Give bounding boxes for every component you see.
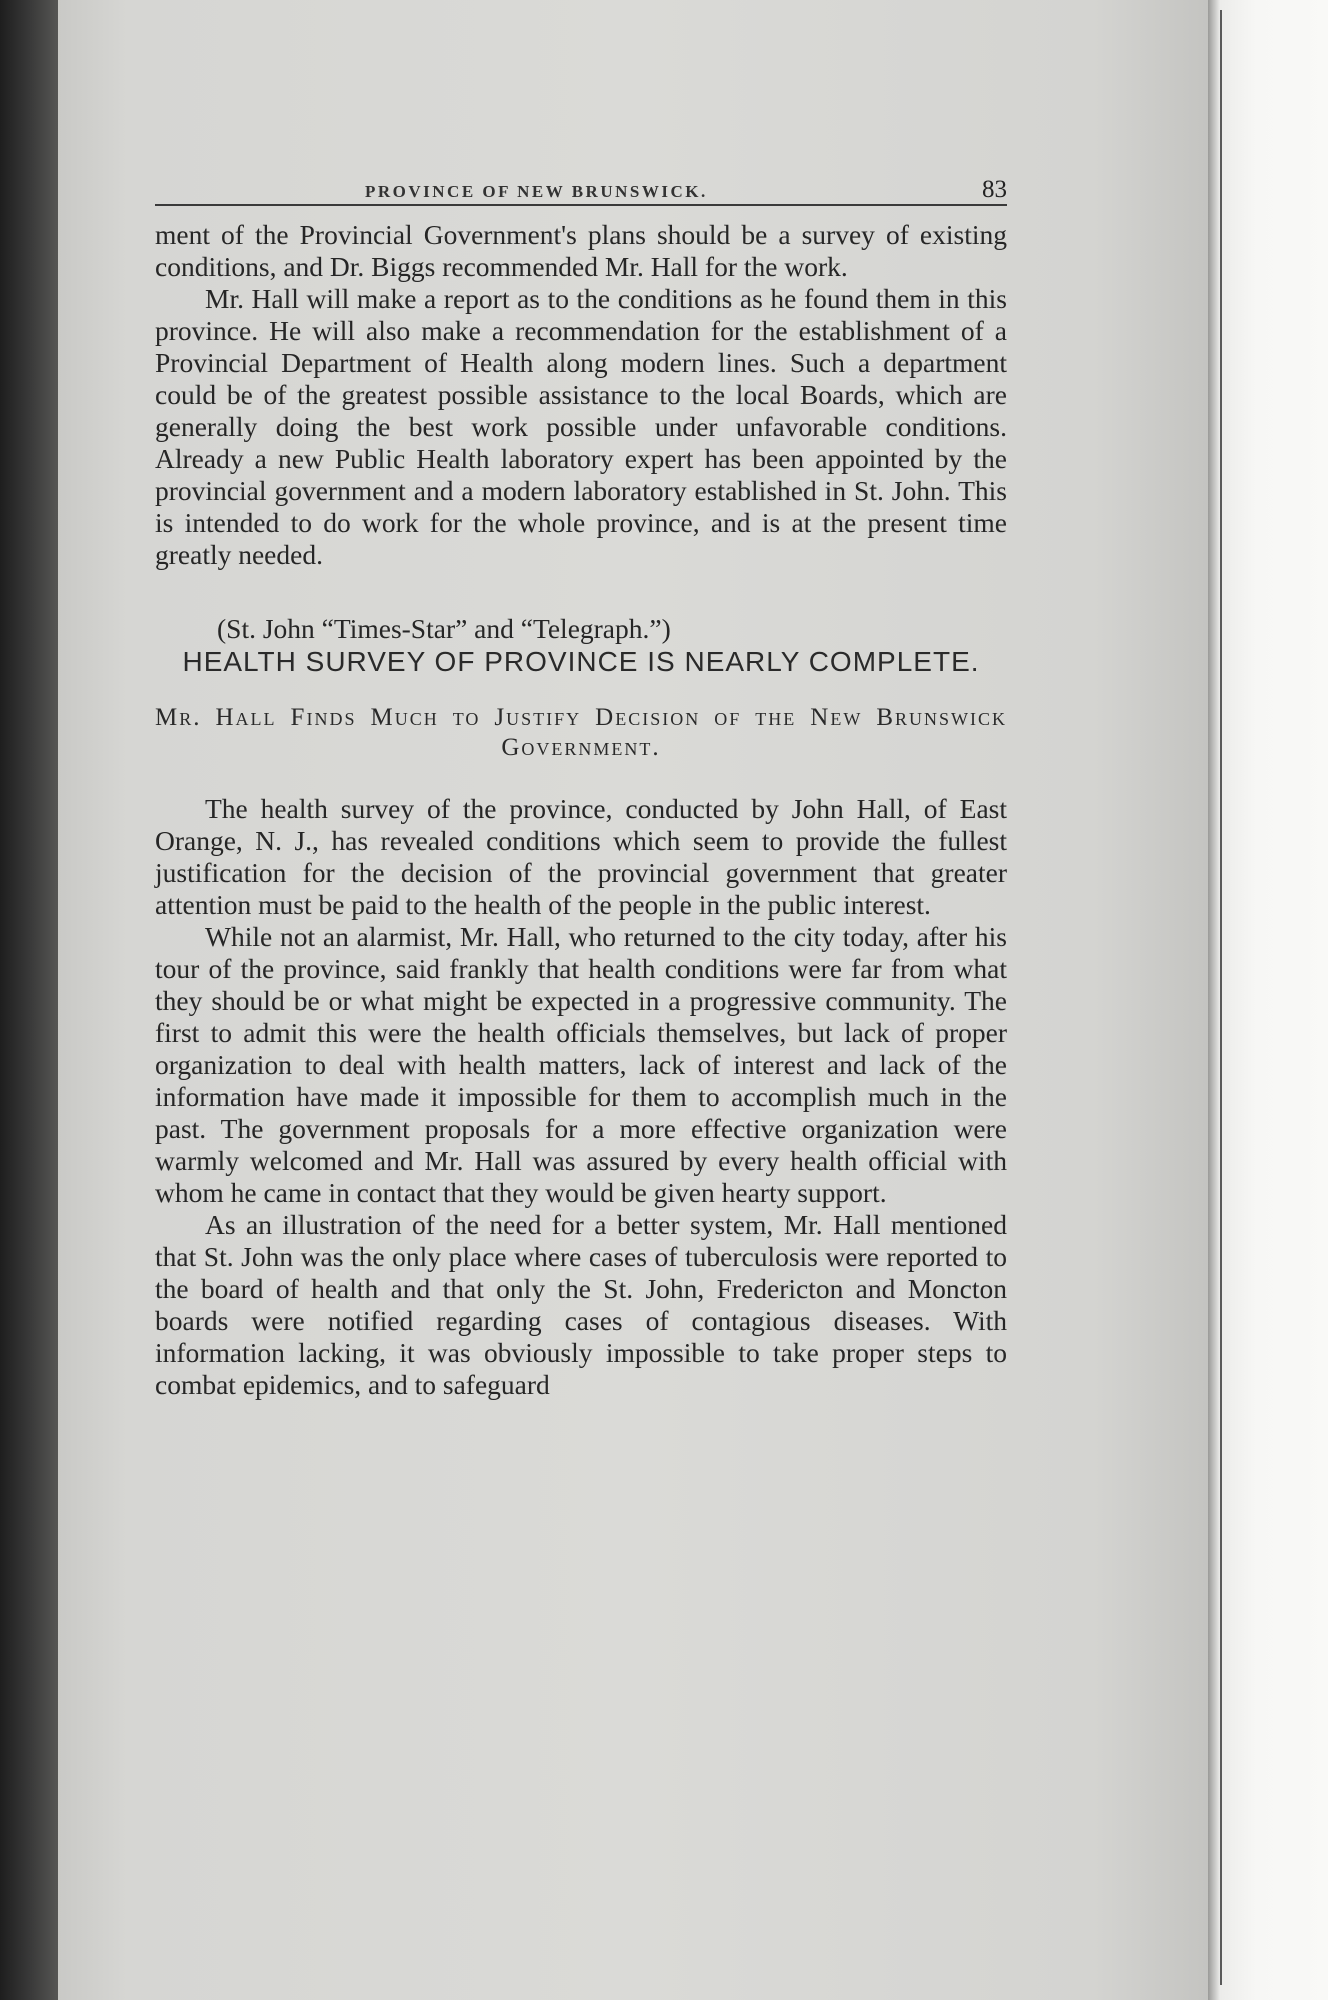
page-content: [155, 160, 1007, 1401]
article-source: (St. John “Times-Star” and “Telegraph.”): [217, 613, 671, 644]
page-edge-line: [1220, 10, 1222, 1985]
scan-margin: [1208, 0, 1328, 2000]
article-subheadline: Mr. Hall Finds Much to Justify Decision of the New Brunswick Government.: [155, 704, 1007, 761]
paragraph: Mr. Hall will make a report as to the conditions as he found them in this province. He will also make a recommendation for the establishment of a Provincial Department of Health along modern lines. Such a department could be of the greatest possible assistance to the local Boards, which are generally doing the best work possible under unfavorable conditions. Already a new Public Health laboratory expert has been appointed by the provincial government and a modern laboratory established in St. John. This is intended to do work for the whole province, and is at the present time greatly needed.: [155, 283, 1007, 570]
paragraph: ment of the Provincial Government's plans should be a survey of existing conditions, and Dr. Biggs recommended Mr. Hall for the work.: [155, 219, 1007, 282]
running-header: [155, 160, 1007, 206]
page-number: 83: [982, 176, 1007, 203]
paragraph: The health survey of the province, conducted by John Hall, of East Orange, N. J., has revealed conditions which seem to provide the fullest justification for the decision of the provincial government that greater attention must be paid to the health of the people in the public interest.: [155, 793, 1007, 920]
paragraph: As an illustration of the need for a better system, Mr. Hall mentioned that St. John was the only place where cases of tuberculosis were reported to the board of health and that only the St. John, Fredericton and Moncton boards were notified regarding cases of contagious diseases. With information lacking, it was obviously impossible to take proper steps to combat epidemics, and to safeguard: [155, 1209, 1007, 1400]
paragraph: While not an alarmist, Mr. Hall, who returned to the city today, after his tour of the province, said frankly that health conditions were far from what they should be or what might be expected in a progressive community. The first to admit this were the health officials themselves, but lack of proper organization to deal with health matters, lack of interest and lack of the information have made it impossible for them to accomplish much in the past. The government proposals for a more effective organization were warmly welcomed and Mr. Hall was assured by every health official with whom he came in contact that they would be given hearty support.: [155, 921, 1007, 1208]
book-gutter: [0, 0, 62, 2000]
text-body: [155, 219, 1007, 1401]
article-headline: HEALTH SURVEY OF PROVINCE IS NEARLY COMPLETE.: [182, 646, 980, 677]
running-title: PROVINCE OF NEW BRUNSWICK.: [365, 182, 708, 201]
